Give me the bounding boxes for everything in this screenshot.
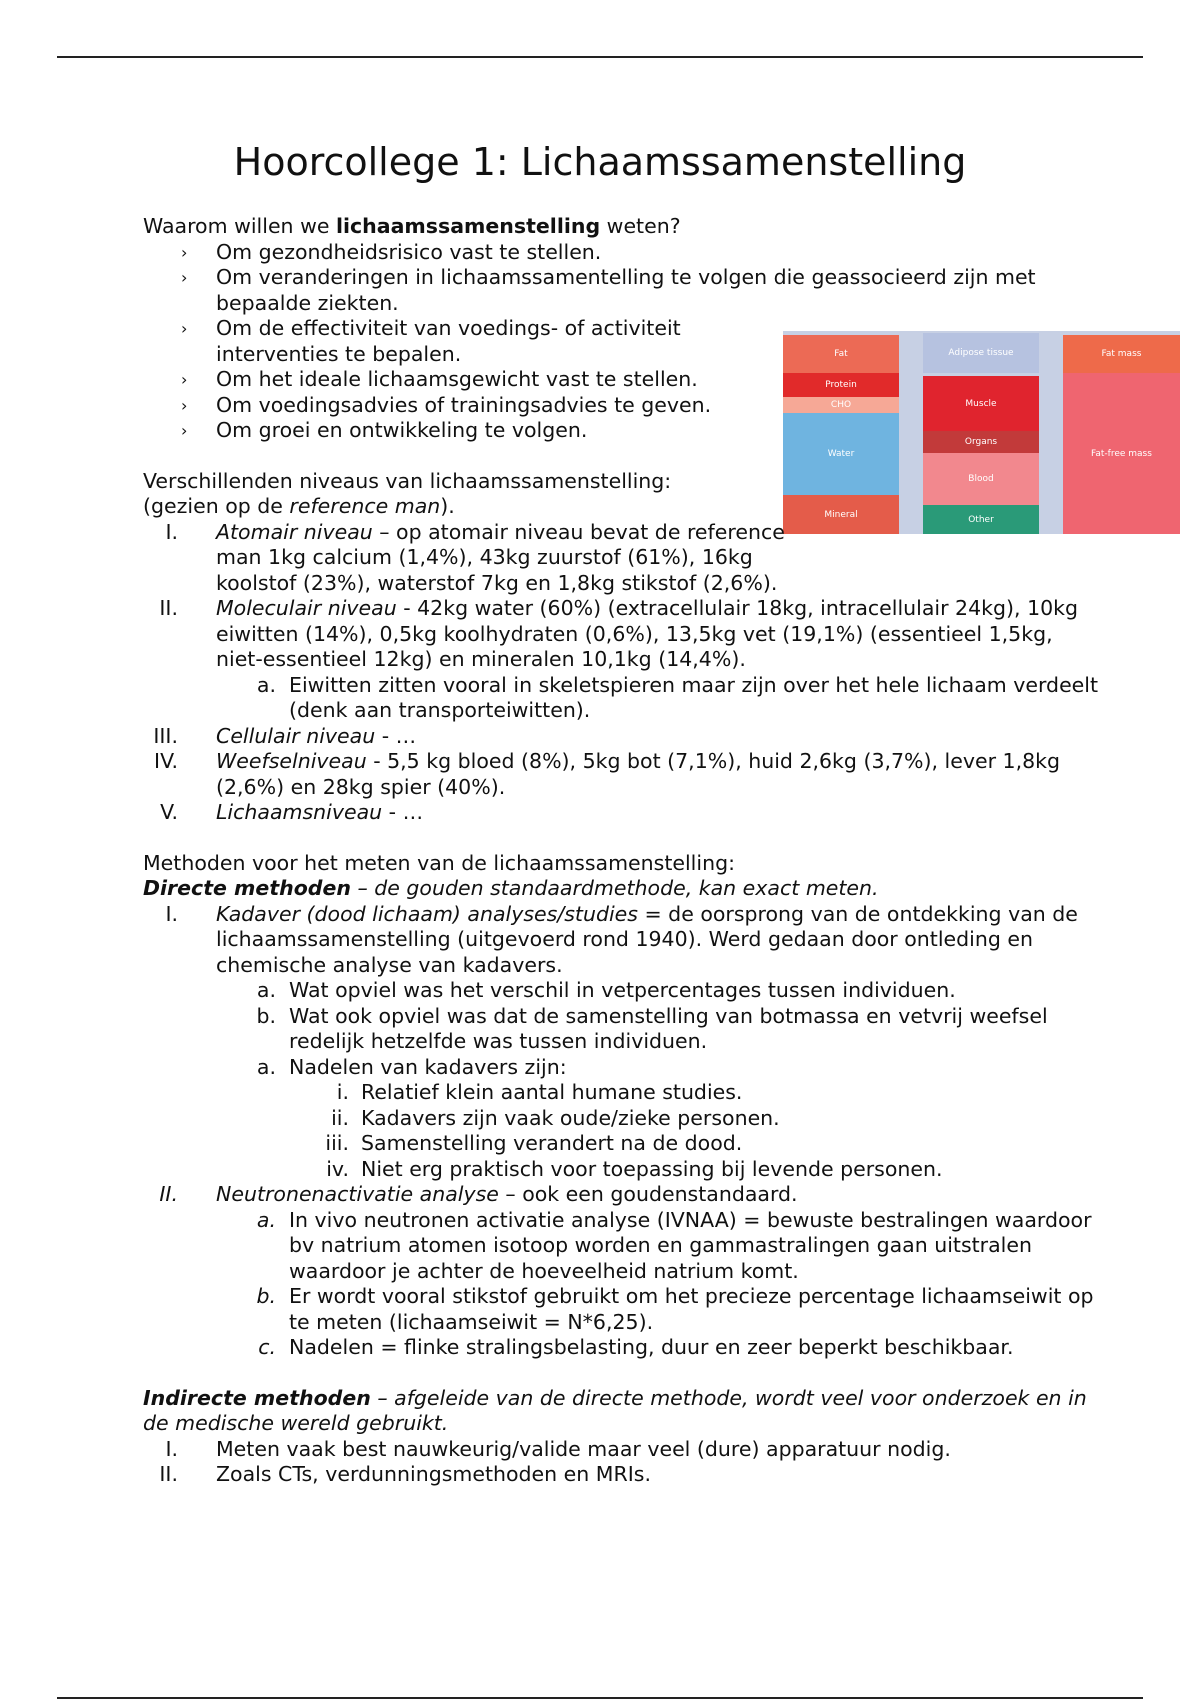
indirect-methods-heading: Indirecte methoden – afgeleide van de directe methode, wordt veel voor onderzoek en in de medische wereld gebruikt.: [143, 1385, 1087, 1435]
list-item: › Om veranderingen in lichaamssamentelling te volgen die geassocieerd zijn met bepaalde ziekten.: [181, 265, 1036, 315]
fig-cho: CHO: [783, 397, 899, 413]
fig-blood: Blood: [923, 453, 1039, 505]
chevron-right-icon: ›: [181, 242, 188, 262]
chevron-right-icon: ›: [181, 268, 188, 287]
list-item: a. Eiwitten zitten vooral in skeletspieren maar zijn over het hele lichaam verdeelt (denk aan transporteiwitten).: [256, 672, 1099, 722]
list-item: a. Wat opviel was het verschil in vetpercentages tussen individuen.: [256, 978, 956, 1002]
fig-fat: Fat: [783, 335, 899, 373]
list-item: V. Lichaamsniveau - …: [160, 800, 424, 824]
list-item: › Om de effectiviteit van voedings- of activiteit interventies te bepalen.: [181, 316, 681, 366]
list-item: a. In vivo neutronen activatie analyse (IVNAA) = bewuste bestralingen waardoor bv natrium atomen isotoop worden en gammastralingen gaan uitstralen waardoor je achter de hoeveelheid natrium komt.: [256, 1207, 1092, 1283]
document-body: [143, 214, 1103, 1488]
chevron-right-icon: ›: [181, 370, 188, 389]
list-item: › Om gezondheidsrisico vast te stellen.: [181, 239, 602, 264]
list-item: I. Kadaver (dood lichaam) analyses/studies = de oorsprong van de ontdekking van de lichaamssamenstelling (uitgevoerd rond 1940). Werd gedaan door ontleding en chemische analyse van kadavers.: [165, 901, 1078, 977]
fig-fat-mass: Fat mass: [1063, 335, 1180, 373]
list-item: II. Zoals CTs, verdunningsmethoden en MRIs.: [159, 1462, 651, 1486]
list-item: II. Neutronenactivatie analyse – ook een goudenstandaard.: [159, 1182, 798, 1206]
bottom-rule: [57, 1697, 1143, 1699]
list-item: b. Er wordt vooral stikstof gebruikt om het precieze percentage lichaamseiwit op te meten (lichaamseiwit = N*6,25).: [256, 1284, 1094, 1334]
list-item: › Om voedingsadvies of trainingsadvies te geven.: [181, 392, 712, 417]
list-item: IV. Weefselniveau - 5,5 kg bloed (8%), 5kg bot (7,1%), huid 2,6kg (3,7%), lever 1,8kg (2,6%) en 28kg spier (40%).: [154, 749, 1061, 799]
list-item: a. Nadelen van kadavers zijn:: [256, 1054, 567, 1079]
fig-fat-free-mass: Fat-free mass: [1063, 373, 1180, 534]
fig-muscle: Muscle: [923, 376, 1039, 431]
list-item: › Om het ideale lichaamsgewicht vast te stellen.: [181, 367, 698, 391]
list-item: iii. Samenstelling verandert na de dood.: [325, 1131, 743, 1155]
list-item: ii. Kadavers zijn vaak oude/zieke personen.: [331, 1105, 780, 1130]
top-rule: [57, 56, 1143, 58]
list-item: I. Meten vaak best nauwkeurig/valide maar veel (dure) apparatuur nodig.: [165, 1436, 951, 1461]
chevron-right-icon: ›: [181, 395, 188, 415]
fig-protein: Protein: [783, 373, 899, 397]
page-title: Hoorcollege 1: Lichaamssamenstelling: [233, 140, 967, 184]
levels-heading: Verschillenden niveaus van lichaamssamenstelling:: [143, 468, 672, 493]
fig-organs: Organs: [923, 431, 1039, 453]
list-item: III. Cellulair niveau - …: [153, 723, 417, 748]
list-item: I. Atomair niveau – op atomair niveau bevat de reference man 1kg calcium (1,4%), 43kg zuurstof (61%), 16kg koolstof (23%), waterstof 7kg en 1,8kg stikstof (2,6%).: [165, 519, 785, 595]
list-item: iv. Niet erg praktisch voor toepassing bij levende personen.: [326, 1156, 943, 1181]
list-item: b. Wat ook opviel was dat de samenstelling van botmassa en vetvrij weefsel redelijk hetzelfde was tussen individuen.: [256, 1003, 1048, 1053]
chevron-right-icon: ›: [181, 319, 188, 338]
fig-other: Other: [923, 505, 1039, 534]
list-item: c. Nadelen = flinke stralingsbelasting, duur en zeer beperkt beschikbaar.: [258, 1335, 1014, 1359]
list-item: II. Moleculair niveau - 42kg water (60%) (extracellulair 18kg, intracellulair 24kg), 10kg eiwitten (14%), 0,5kg koolhydraten (0,6%), 13,5kg vet (19,1%) (essentieel 1,5kg, niet-essentieel 12kg) en mineralen 10,1kg (14,4%).: [159, 596, 1079, 671]
atomair-paragraph: Atomair niveau – op atomair niveau bevat de reference man 1kg calcium (1,4%), 43kg zuurstof (61%), 16kg koolstof (23%), waterstof 7kg en 1,8kg stikstof (2,6%).: [216, 519, 785, 595]
intro-question: Waarom willen we lichaamssamenstelling weten?: [143, 214, 681, 238]
list-item: › Om groei en ontwikkeling te volgen.: [181, 418, 588, 442]
fig-mineral: Mineral: [783, 495, 899, 534]
levels-subheading: (gezien op de reference man).: [143, 494, 455, 518]
direct-methods-heading: Directe methoden – de gouden standaardmethode, kan exact meten.: [143, 876, 879, 900]
fig-adipose: Adipose tissue: [923, 333, 1039, 373]
list-item: i. Relatief klein aantal humane studies.: [336, 1080, 743, 1104]
methods-heading: Methoden voor het meten van de lichaamssamenstelling:: [143, 850, 735, 875]
chevron-right-icon: ›: [181, 421, 188, 440]
fig-water: Water: [783, 413, 899, 495]
